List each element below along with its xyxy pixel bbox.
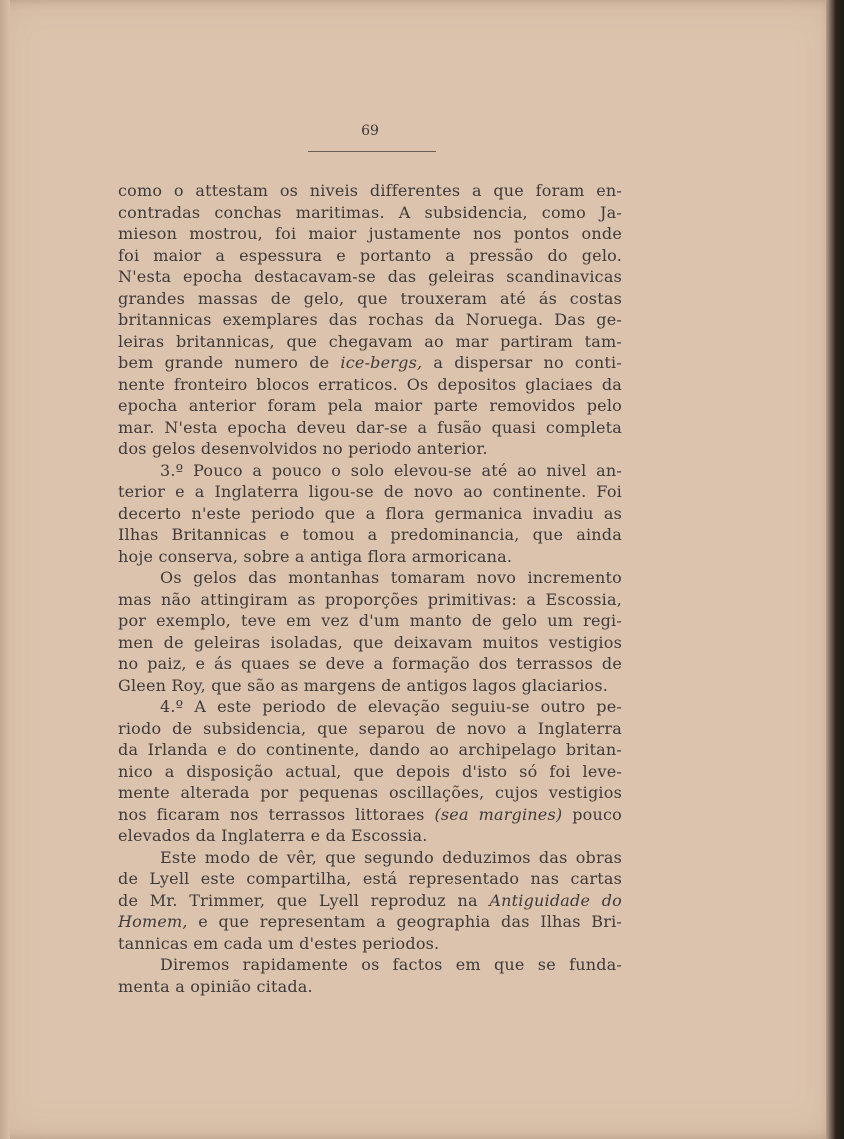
text-line: mente alterada por pequenas oscillações, cujos vestigios bbox=[118, 783, 622, 802]
text-line: mieson mostrou, foi maior justamente nos pontos onde bbox=[118, 224, 622, 243]
text-line: nico a disposição actual, que depois d'isto só foi leve- bbox=[118, 761, 622, 781]
text-segment: e que representam a geographia das Ilhas Bri- bbox=[187, 912, 622, 931]
text-line: mar. N'esta epocha deveu dar-se a fusão quasi completa bbox=[118, 417, 622, 437]
italic-text: (sea margines) bbox=[434, 804, 563, 824]
text-line: decerto n'este periodo que a flora germanica invadiu as bbox=[118, 503, 622, 523]
italic-text: ice-bergs, bbox=[340, 353, 423, 372]
text-line: leiras britannicas, que chegavam ao mar partiram tam- bbox=[118, 331, 622, 351]
paragraph bbox=[118, 460, 622, 568]
text-line: epocha anterior foram pela maior parte removidos pelo bbox=[118, 396, 622, 415]
text-line: N'esta epocha destacavam-se das geleiras scandinavicas bbox=[118, 267, 622, 286]
text-line: dos gelos desenvolvidos no periodo anterior. bbox=[118, 439, 488, 458]
page-number: 69 bbox=[361, 123, 379, 139]
page-left-edge bbox=[0, 0, 10, 1139]
text-line: da Irlanda e do continente, dando ao archipelago britan- bbox=[118, 740, 622, 759]
body-text bbox=[118, 180, 622, 997]
text-line: Os gelos das montanhas tomaram novo incremento bbox=[160, 568, 622, 587]
text-line: nente fronteiro blocos erraticos. Os depositos glaciaes da bbox=[118, 374, 622, 394]
text-line: de Lyell este compartilha, está representado nas cartas bbox=[118, 869, 622, 888]
text-line: riodo de subsidencia, que separou de novo a Inglaterra bbox=[118, 718, 622, 738]
text-line: hoje conserva, sobre a antiga flora armoricana. bbox=[118, 546, 513, 566]
header-rule bbox=[308, 151, 436, 152]
text-line: como o attestam os niveis differentes a que foram en- bbox=[118, 181, 622, 200]
text-line bbox=[118, 890, 622, 912]
paragraph bbox=[118, 567, 622, 696]
paragraph bbox=[118, 180, 622, 460]
italic-text: Homem, bbox=[118, 912, 188, 931]
text-line: mas não attingiram as proporções primitivas: a Escossia, bbox=[118, 589, 622, 609]
text-line: por exemplo, teve em vez d'um manto de gelo um regi- bbox=[118, 611, 622, 630]
text-line: grandes massas de gelo, que trouxeram até ás costas bbox=[118, 288, 622, 308]
text-segment: bem grande numero de bbox=[118, 353, 341, 372]
text-segment: nos ficaram nos terrassos littoraes bbox=[118, 804, 435, 824]
text-line bbox=[118, 804, 622, 826]
paragraph bbox=[118, 954, 622, 997]
text-line: britannicas exemplares das rochas da Noruega. Das ge- bbox=[118, 310, 622, 329]
paragraph bbox=[118, 696, 622, 847]
italic-text: Antiguidade do bbox=[489, 890, 622, 910]
text-line: 4.º A este periodo de elevação seguiu-se outro pe- bbox=[160, 697, 622, 716]
text-segment: a dispersar no conti- bbox=[422, 353, 622, 372]
text-line: menta a opinião citada. bbox=[118, 976, 313, 996]
text-line: 3.º Pouco a pouco o solo elevou-se até ao nivel an- bbox=[160, 460, 622, 480]
text-line bbox=[118, 911, 622, 933]
text-line: foi maior a espessura e portanto a pressão do gelo. bbox=[118, 245, 622, 265]
text-line: terior e a Inglaterra ligou-se de novo ao continente. Foi bbox=[118, 482, 622, 501]
text-segment: de Mr. Trimmer, que Lyell reproduz na bbox=[118, 890, 490, 910]
paragraph bbox=[118, 847, 622, 955]
text-segment: pouco bbox=[562, 804, 622, 824]
text-line bbox=[118, 352, 622, 374]
text-line: no paiz, e ás quaes se deve a formação dos terrassos de bbox=[118, 654, 622, 673]
text-line: Este modo de vêr, que segundo deduzimos das obras bbox=[160, 847, 622, 867]
book-binding-edge bbox=[826, 0, 844, 1139]
text-line: Ilhas Britannicas e tomou a predominancia, que ainda bbox=[118, 525, 622, 544]
text-line: elevados da Inglaterra e da Escossia. bbox=[118, 826, 428, 845]
text-line: Diremos rapidamente os factos em que se funda- bbox=[160, 955, 622, 974]
text-line: tannicas em cada um d'estes periodos. bbox=[118, 933, 440, 953]
text-line: men de geleiras isoladas, que deixavam muitos vestigios bbox=[118, 632, 622, 652]
text-line: contradas conchas maritimas. A subsidencia, como Ja- bbox=[118, 202, 622, 222]
text-line: Gleen Roy, que são as margens de antigos lagos glaciarios. bbox=[118, 675, 609, 695]
